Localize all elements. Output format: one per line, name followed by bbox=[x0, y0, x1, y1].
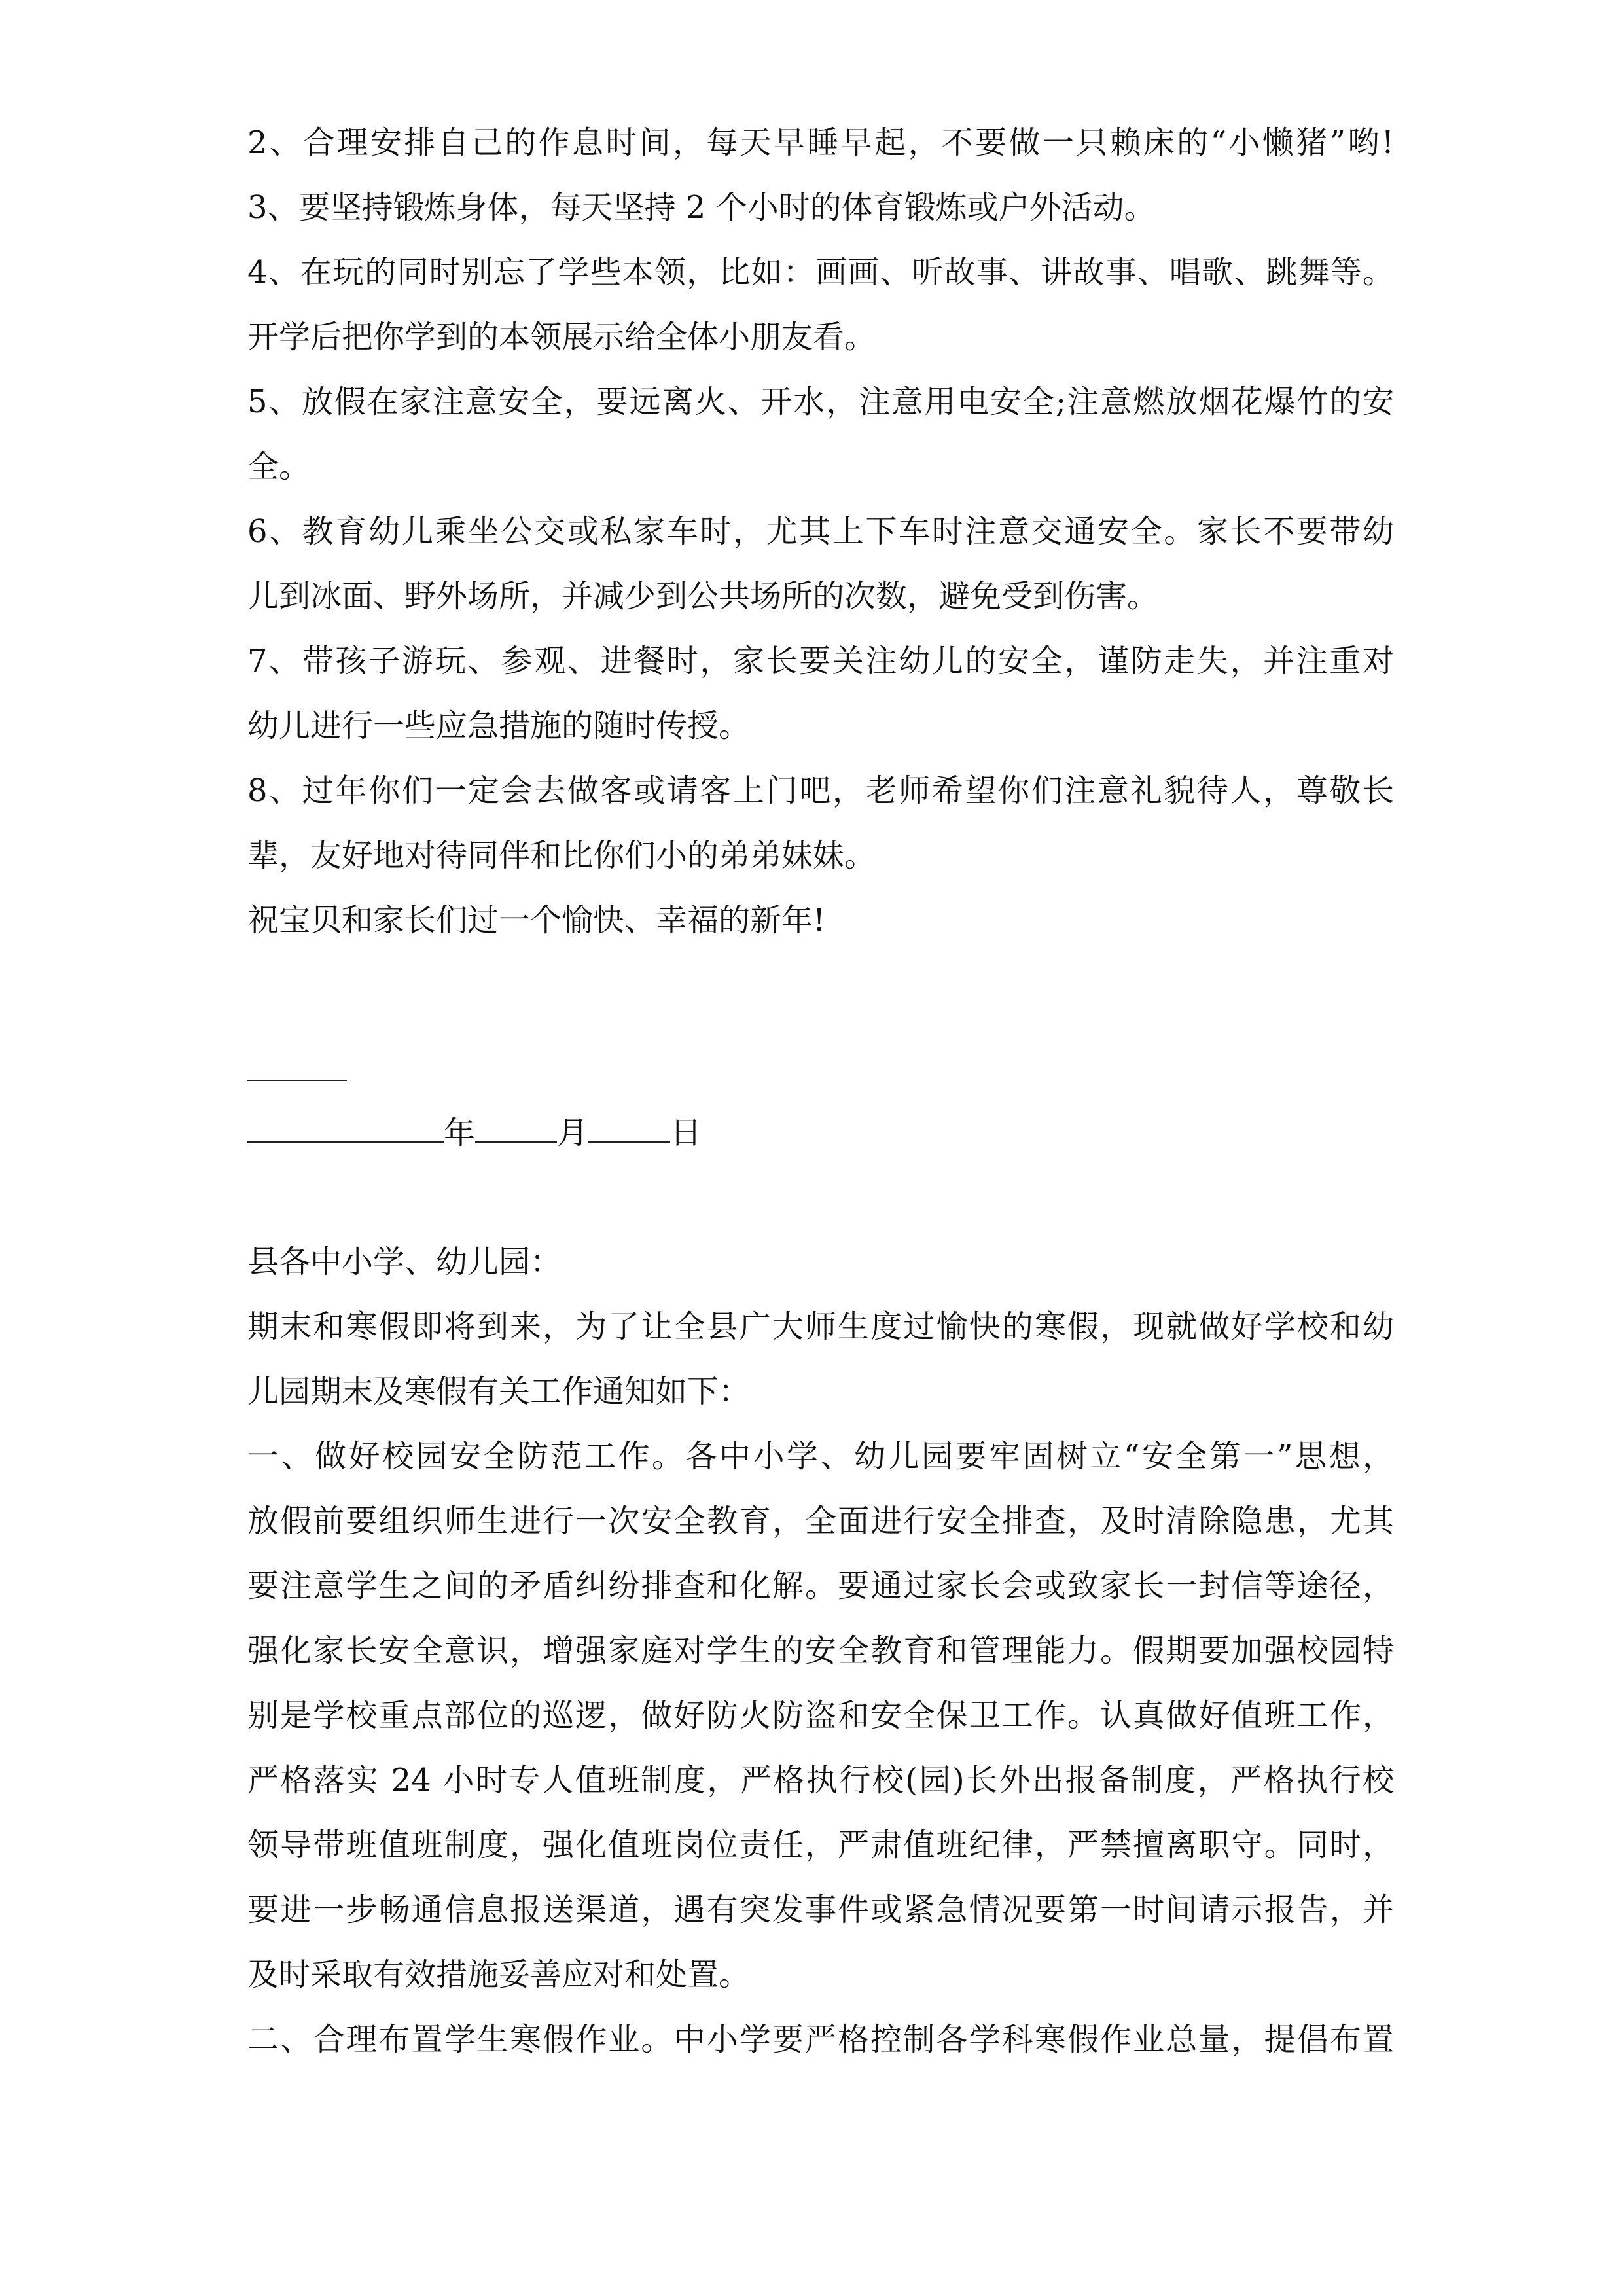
paragraph-line: 4、在玩的同时别忘了学些本领，比如：画画、听故事、讲故事、唱歌、跳舞等。 bbox=[247, 254, 1394, 291]
paragraph-line: 二、合理布置学生寒假作业。中小学要严格控制各学科寒假作业总量，提倡布置 bbox=[247, 2021, 1394, 2058]
month-blank bbox=[475, 1113, 557, 1143]
notice-salutation: 县各中小学、幼儿园： bbox=[247, 1244, 562, 1280]
paragraph-line: 儿到冰面、野外场所，并减少到公共场所的次数，避免受到伤害。 bbox=[247, 578, 1159, 615]
paragraph-line: 6、教育幼儿乘坐公交或私家车时，尤其上下车时注意交通安全。家长不要带幼 bbox=[247, 513, 1394, 550]
paragraph-line: 开学后把你学到的本领展示给全体小朋友看。 bbox=[247, 319, 876, 355]
day-blank bbox=[588, 1113, 670, 1143]
signature-line bbox=[247, 1080, 347, 1081]
paragraph-line: 期末和寒假即将到来，为了让全县广大师生度过愉快的寒假，现就做好学校和幼 bbox=[247, 1308, 1394, 1345]
paragraph-line: 及时采取有效措施妥善应对和处置。 bbox=[247, 1956, 751, 1993]
paragraph-line: 3、要坚持锻炼身体，每天坚持 2 个小时的体育锻炼或户外活动。 bbox=[247, 189, 1156, 226]
paragraph-line: 别是学校重点部位的巡逻，做好防火防盗和安全保卫工作。认真做好值班工作， bbox=[247, 1697, 1394, 1734]
paragraph-line: 强化家长安全意识，增强家庭对学生的安全教育和管理能力。假期要加强校园特 bbox=[247, 1632, 1394, 1669]
year-blank bbox=[247, 1113, 444, 1143]
paragraph-line: 严格落实 24 小时专人值班制度，严格执行校(园)长外出报备制度，严格执行校 bbox=[247, 1762, 1394, 1799]
date-line bbox=[247, 1113, 702, 1153]
paragraph-line: 放假前要组织师生进行一次安全教育，全面进行安全排查，及时清除隐患，尤其 bbox=[247, 1503, 1394, 1539]
paragraph-line: 幼儿进行一些应急措施的随时传授。 bbox=[247, 708, 751, 744]
paragraph-line: 儿园期末及寒假有关工作通知如下： bbox=[247, 1373, 751, 1410]
paragraph-line: 7、带孩子游玩、参观、进餐时，家长要关注幼儿的安全，谨防走失，并注重对 bbox=[247, 643, 1394, 679]
paragraph-line: 要进一步畅通信息报送渠道，遇有突发事件或紧急情况要第一时间请示报告，并 bbox=[247, 1892, 1394, 1928]
month-label: 月 bbox=[557, 1115, 589, 1151]
day-label: 日 bbox=[670, 1115, 702, 1151]
paragraph-line: 领导带班值班制度，强化值班岗位责任，严肃值班纪律，严禁擅离职守。同时， bbox=[247, 1827, 1394, 1863]
closing-greeting: 祝宝贝和家长们过一个愉快、幸福的新年! bbox=[247, 902, 826, 939]
paragraph-line: 全。 bbox=[247, 448, 311, 485]
paragraph-line: 8、过年你们一定会去做客或请客上门吧，老师希望你们注意礼貌待人，尊敬长 bbox=[247, 772, 1394, 809]
paragraph-line: 2、合理安排自己的作息时间，每天早睡早起，不要做一只赖床的“小懒猪”哟! bbox=[247, 124, 1394, 161]
paragraph-line: 辈，友好地对待同伴和比你们小的弟弟妹妹。 bbox=[247, 837, 876, 874]
paragraph-line: 一、做好校园安全防范工作。各中小学、幼儿园要牢固树立“安全第一”思想， bbox=[247, 1438, 1394, 1475]
paragraph-line: 要注意学生之间的矛盾纠纷排查和化解。要通过家长会或致家长一封信等途径， bbox=[247, 1568, 1394, 1604]
year-label: 年 bbox=[444, 1115, 476, 1151]
paragraph-line: 5、放假在家注意安全，要远离火、开水，注意用电安全;注意燃放烟花爆竹的安 bbox=[247, 384, 1394, 420]
